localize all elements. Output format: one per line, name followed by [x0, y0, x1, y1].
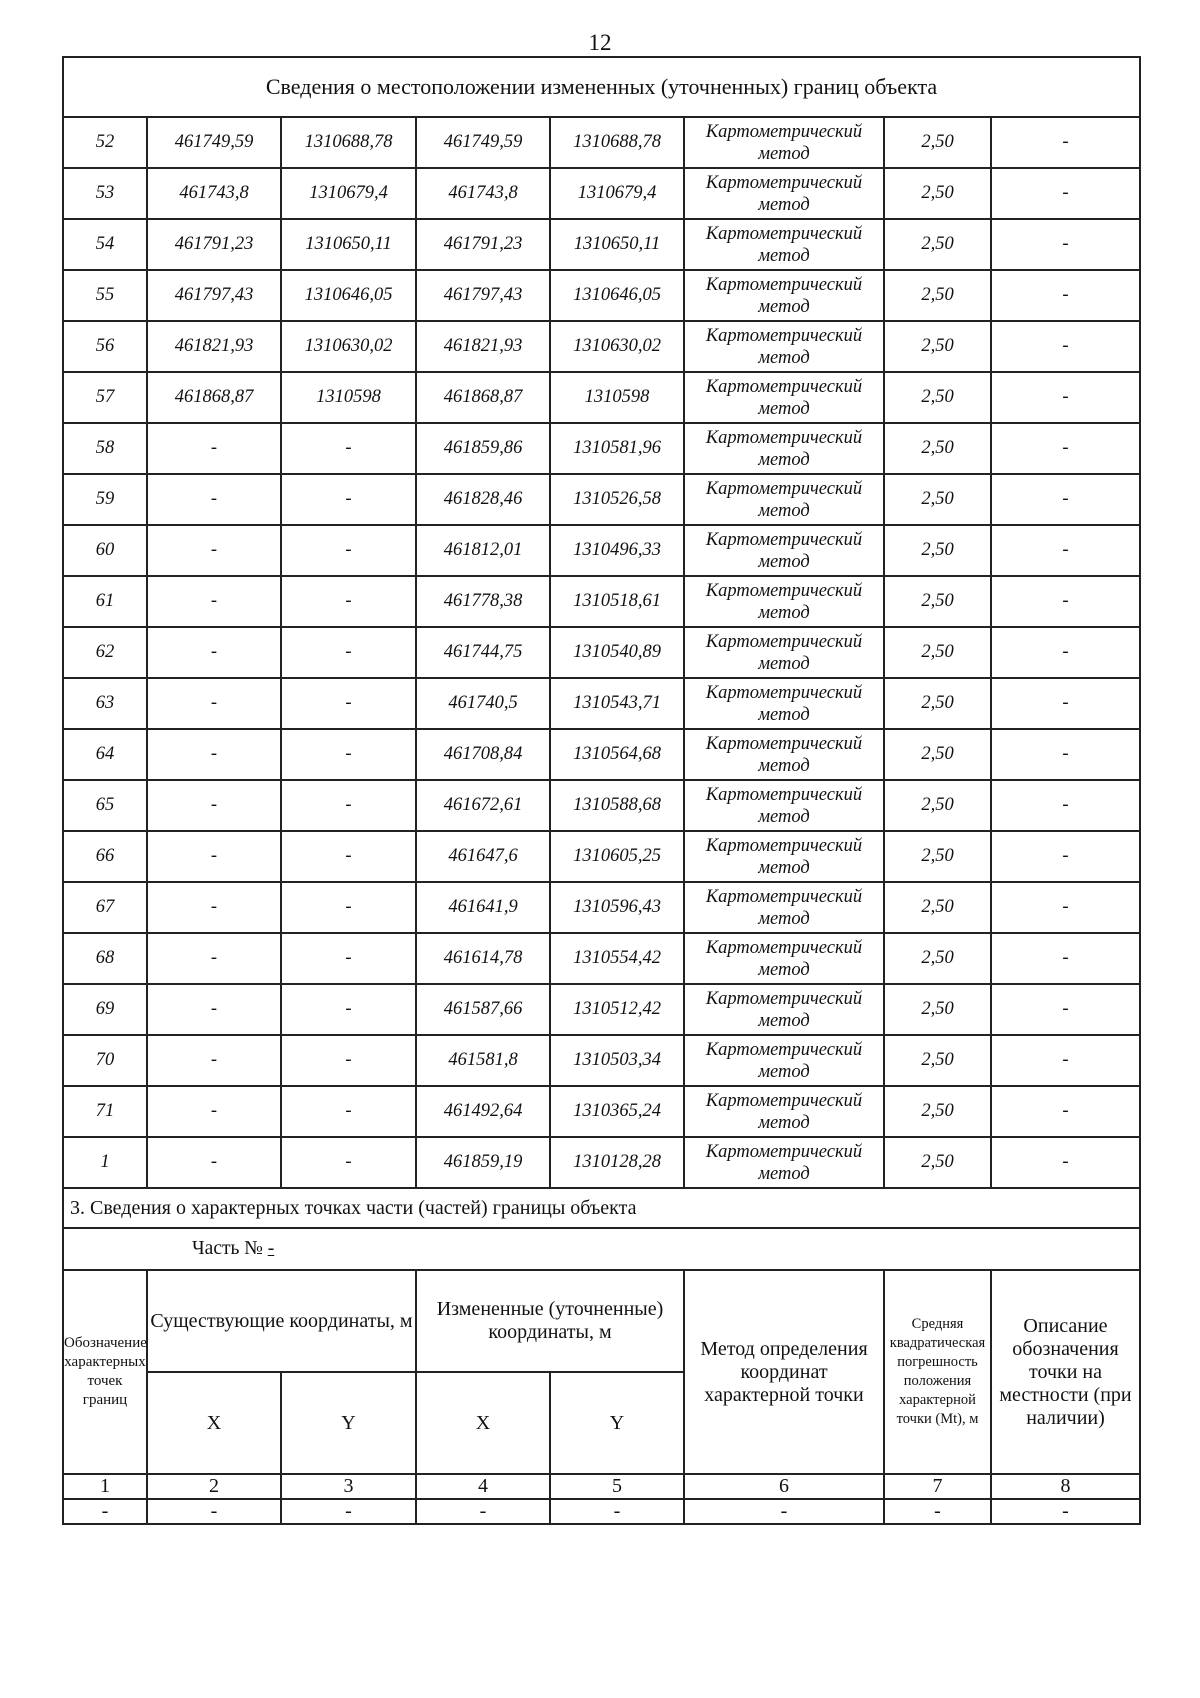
page-number: 12 [588, 30, 612, 55]
existing-x-cell: - [147, 423, 281, 474]
method-line1: Картометрический [705, 529, 863, 550]
changed-y-cell: 1310646,05 [550, 270, 684, 321]
method-line1: Картометрический [705, 682, 863, 703]
existing-x-cell: - [147, 1086, 281, 1137]
section-3-title: 3. Сведения о характерных точках части (частей) границы объекта [63, 1188, 1140, 1228]
existing-x-cell: - [147, 525, 281, 576]
existing-x-cell: 461749,59 [147, 117, 281, 168]
method-line1: Картометрический [705, 1090, 863, 1111]
point-number-cell: 54 [63, 219, 147, 270]
accuracy-cell: 2,50 [884, 474, 991, 525]
column-number: 8 [991, 1474, 1140, 1499]
column-number: 7 [884, 1474, 991, 1499]
method-line2: метод [758, 755, 810, 776]
method-cell [684, 576, 884, 627]
point-number-cell: 53 [63, 168, 147, 219]
point-number-cell: 69 [63, 984, 147, 1035]
method-line2: метод [758, 653, 810, 674]
existing-x-cell: - [147, 678, 281, 729]
changed-x-cell: 461812,01 [416, 525, 550, 576]
method-line1: Картометрический [705, 1141, 863, 1162]
existing-y-cell: - [281, 525, 416, 576]
column-number: 2 [147, 1474, 281, 1499]
description-cell: - [991, 882, 1140, 933]
method-line2: метод [758, 1061, 810, 1082]
point-number-cell: 71 [63, 1086, 147, 1137]
changed-x-cell: 461859,19 [416, 1137, 550, 1188]
table-row [63, 627, 1140, 678]
method-cell [684, 321, 884, 372]
method-cell [684, 780, 884, 831]
changed-x-cell: 461744,75 [416, 627, 550, 678]
accuracy-cell: 2,50 [884, 219, 991, 270]
method-line2: метод [758, 857, 810, 878]
existing-x-cell: - [147, 933, 281, 984]
existing-y-cell: - [281, 627, 416, 678]
column-number: 3 [281, 1474, 416, 1499]
method-line2: метод [758, 1163, 810, 1184]
boundary-points-table [62, 56, 1141, 1525]
changed-x-cell: 461791,23 [416, 219, 550, 270]
method-cell [684, 270, 884, 321]
table-row [63, 117, 1140, 168]
description-cell: - [991, 1086, 1140, 1137]
description-cell: - [991, 678, 1140, 729]
accuracy-cell: 2,50 [884, 372, 991, 423]
table-row [63, 984, 1140, 1035]
table-row [63, 729, 1140, 780]
method-line1: Картометрический [705, 580, 863, 601]
method-line1: Картометрический [705, 274, 863, 295]
existing-y-cell: - [281, 474, 416, 525]
description-cell: - [991, 984, 1140, 1035]
accuracy-cell: 2,50 [884, 729, 991, 780]
method-cell [684, 984, 884, 1035]
existing-x-cell: 461743,8 [147, 168, 281, 219]
accuracy-cell: 2,50 [884, 525, 991, 576]
method-line2: метод [758, 245, 810, 266]
accuracy-cell: 2,50 [884, 882, 991, 933]
existing-x-cell: 461821,93 [147, 321, 281, 372]
existing-y-cell: - [281, 423, 416, 474]
method-line1: Картометрический [705, 427, 863, 448]
description-cell: - [991, 831, 1140, 882]
method-cell [684, 168, 884, 219]
table-row [63, 1035, 1140, 1086]
changed-x-cell: 461859,86 [416, 423, 550, 474]
accuracy-cell: 2,50 [884, 678, 991, 729]
changed-x-cell: 461581,8 [416, 1035, 550, 1086]
existing-x-cell: - [147, 576, 281, 627]
table-row [63, 525, 1140, 576]
existing-y-cell: 1310630,02 [281, 321, 416, 372]
method-line2: метод [758, 1010, 810, 1031]
accuracy-cell: 2,50 [884, 270, 991, 321]
method-line1: Картометрический [705, 733, 863, 754]
table-row [63, 219, 1140, 270]
point-number-cell: 58 [63, 423, 147, 474]
changed-y-cell: 1310598 [550, 372, 684, 423]
accuracy-cell: 2,50 [884, 984, 991, 1035]
description-cell: - [991, 627, 1140, 678]
existing-y-cell: - [281, 933, 416, 984]
method-cell [684, 627, 884, 678]
changed-x-cell: 461614,78 [416, 933, 550, 984]
point-number-cell: 68 [63, 933, 147, 984]
changed-y-cell: 1310596,43 [550, 882, 684, 933]
empty-cell: - [416, 1499, 550, 1524]
changed-y-cell: 1310688,78 [550, 117, 684, 168]
part-label: Часть № [192, 1238, 268, 1259]
method-line1: Картометрический [705, 886, 863, 907]
method-line1: Картометрический [705, 223, 863, 244]
existing-y-cell: 1310688,78 [281, 117, 416, 168]
existing-x-cell: - [147, 882, 281, 933]
method-cell [684, 831, 884, 882]
table-row [63, 168, 1140, 219]
existing-x-cell: - [147, 627, 281, 678]
part-value: - [267, 1238, 275, 1259]
method-line1: Картометрический [705, 784, 863, 805]
point-number-cell: 56 [63, 321, 147, 372]
method-cell [684, 372, 884, 423]
method-line1: Картометрический [705, 937, 863, 958]
table-row [63, 1086, 1140, 1137]
method-line2: метод [758, 1112, 810, 1133]
accuracy-cell: 2,50 [884, 780, 991, 831]
point-number-cell: 64 [63, 729, 147, 780]
changed-y-cell: 1310365,24 [550, 1086, 684, 1137]
method-line2: метод [758, 959, 810, 980]
part-row [63, 1228, 1140, 1270]
changed-x-cell: 461740,5 [416, 678, 550, 729]
existing-y-cell: - [281, 1137, 416, 1188]
changed-y-cell: 1310588,68 [550, 780, 684, 831]
changed-y-cell: 1310581,96 [550, 423, 684, 474]
method-line2: метод [758, 347, 810, 368]
description-cell: - [991, 576, 1140, 627]
changed-x-cell: 461641,9 [416, 882, 550, 933]
point-number-cell: 63 [63, 678, 147, 729]
changed-y-cell: 1310554,42 [550, 933, 684, 984]
existing-y-cell: - [281, 576, 416, 627]
changed-y-cell: 1310518,61 [550, 576, 684, 627]
changed-x-cell: 461821,93 [416, 321, 550, 372]
accuracy-cell: 2,50 [884, 321, 991, 372]
accuracy-cell: 2,50 [884, 831, 991, 882]
table-row [63, 678, 1140, 729]
description-cell: - [991, 219, 1140, 270]
description-cell: - [991, 321, 1140, 372]
description-cell: - [991, 933, 1140, 984]
header-changed-y: Y [550, 1372, 684, 1474]
changed-y-cell: 1310679,4 [550, 168, 684, 219]
accuracy-cell: 2,50 [884, 627, 991, 678]
table-row [63, 372, 1140, 423]
changed-y-cell: 1310540,89 [550, 627, 684, 678]
existing-y-cell: - [281, 882, 416, 933]
column-numbers-row [63, 1474, 1140, 1499]
existing-x-cell: 461797,43 [147, 270, 281, 321]
method-cell [684, 1086, 884, 1137]
existing-x-cell: - [147, 984, 281, 1035]
changed-y-cell: 1310128,28 [550, 1137, 684, 1188]
empty-cell: - [281, 1499, 416, 1524]
existing-x-cell: - [147, 729, 281, 780]
table-row [63, 423, 1140, 474]
column-number: 1 [63, 1474, 147, 1499]
method-line2: метод [758, 551, 810, 572]
changed-y-cell: 1310526,58 [550, 474, 684, 525]
description-cell: - [991, 1137, 1140, 1188]
method-line2: метод [758, 449, 810, 470]
method-cell [684, 474, 884, 525]
table-title: Сведения о местоположении измененных (уточненных) границ объекта [63, 57, 1140, 117]
method-cell [684, 423, 884, 474]
empty-cell: - [147, 1499, 281, 1524]
description-cell: - [991, 1035, 1140, 1086]
description-cell: - [991, 474, 1140, 525]
header-changed-x: X [416, 1372, 550, 1474]
method-cell [684, 1035, 884, 1086]
changed-x-cell: 461672,61 [416, 780, 550, 831]
changed-x-cell: 461778,38 [416, 576, 550, 627]
changed-x-cell: 461708,84 [416, 729, 550, 780]
point-number-cell: 66 [63, 831, 147, 882]
method-cell [684, 117, 884, 168]
table-row [63, 576, 1140, 627]
method-line2: метод [758, 806, 810, 827]
existing-y-cell: 1310679,4 [281, 168, 416, 219]
accuracy-cell: 2,50 [884, 1086, 991, 1137]
header-description: Описание обозначения точки на местности (при наличии) [991, 1270, 1140, 1474]
existing-y-cell: - [281, 831, 416, 882]
existing-y-cell: - [281, 1035, 416, 1086]
changed-y-cell: 1310630,02 [550, 321, 684, 372]
method-cell [684, 219, 884, 270]
changed-x-cell: 461492,64 [416, 1086, 550, 1137]
existing-x-cell: 461868,87 [147, 372, 281, 423]
method-line1: Картометрический [705, 835, 863, 856]
method-line2: метод [758, 194, 810, 215]
table-row [63, 882, 1140, 933]
table-row [63, 270, 1140, 321]
accuracy-cell: 2,50 [884, 933, 991, 984]
method-line2: метод [758, 143, 810, 164]
description-cell: - [991, 117, 1140, 168]
point-number-cell: 61 [63, 576, 147, 627]
empty-cell: - [991, 1499, 1140, 1524]
table-row [63, 321, 1140, 372]
changed-y-cell: 1310503,34 [550, 1035, 684, 1086]
point-number-cell: 57 [63, 372, 147, 423]
changed-y-cell: 1310496,33 [550, 525, 684, 576]
description-cell: - [991, 780, 1140, 831]
table-row [63, 1499, 1140, 1524]
existing-x-cell: - [147, 474, 281, 525]
description-cell: - [991, 423, 1140, 474]
method-line2: метод [758, 704, 810, 725]
description-cell: - [991, 525, 1140, 576]
changed-x-cell: 461587,66 [416, 984, 550, 1035]
point-number-cell: 1 [63, 1137, 147, 1188]
method-cell [684, 525, 884, 576]
existing-y-cell: - [281, 1086, 416, 1137]
point-number-cell: 65 [63, 780, 147, 831]
empty-cell: - [884, 1499, 991, 1524]
table-row [63, 1137, 1140, 1188]
existing-x-cell: 461791,23 [147, 219, 281, 270]
point-number-cell: 67 [63, 882, 147, 933]
existing-x-cell: - [147, 831, 281, 882]
accuracy-cell: 2,50 [884, 117, 991, 168]
empty-cell: - [684, 1499, 884, 1524]
accuracy-cell: 2,50 [884, 576, 991, 627]
description-cell: - [991, 270, 1140, 321]
changed-x-cell: 461797,43 [416, 270, 550, 321]
existing-x-cell: - [147, 1137, 281, 1188]
existing-y-cell: - [281, 729, 416, 780]
header-existing-coords: Существующие координаты, м [147, 1270, 416, 1372]
column-number: 6 [684, 1474, 884, 1499]
method-line2: метод [758, 908, 810, 929]
point-number-cell: 60 [63, 525, 147, 576]
method-cell [684, 1137, 884, 1188]
existing-y-cell: - [281, 780, 416, 831]
method-line1: Картометрический [705, 478, 863, 499]
changed-x-cell: 461868,87 [416, 372, 550, 423]
accuracy-cell: 2,50 [884, 1137, 991, 1188]
method-line2: метод [758, 296, 810, 317]
method-cell [684, 729, 884, 780]
method-line1: Картометрический [705, 325, 863, 346]
existing-y-cell: - [281, 984, 416, 1035]
empty-cell: - [63, 1499, 147, 1524]
header-existing-x: X [147, 1372, 281, 1474]
existing-x-cell: - [147, 1035, 281, 1086]
method-line1: Картометрический [705, 121, 863, 142]
description-cell: - [991, 372, 1140, 423]
table-row [63, 780, 1140, 831]
point-number-cell: 62 [63, 627, 147, 678]
method-line1: Картометрический [705, 1039, 863, 1060]
column-number: 5 [550, 1474, 684, 1499]
changed-y-cell: 1310564,68 [550, 729, 684, 780]
header-existing-y: Y [281, 1372, 416, 1474]
changed-x-cell: 461647,6 [416, 831, 550, 882]
method-line1: Картометрический [705, 988, 863, 1009]
table-row [63, 831, 1140, 882]
changed-y-cell: 1310605,25 [550, 831, 684, 882]
existing-y-cell: - [281, 678, 416, 729]
method-line2: метод [758, 602, 810, 623]
accuracy-cell: 2,50 [884, 1035, 991, 1086]
changed-y-cell: 1310512,42 [550, 984, 684, 1035]
existing-y-cell: 1310650,11 [281, 219, 416, 270]
header-method: Метод определения координат характерной точки [684, 1270, 884, 1474]
point-number-cell: 59 [63, 474, 147, 525]
method-line1: Картометрический [705, 376, 863, 397]
table-row [63, 474, 1140, 525]
method-cell [684, 933, 884, 984]
method-line1: Картометрический [705, 631, 863, 652]
point-number-cell: 52 [63, 117, 147, 168]
point-number-cell: 70 [63, 1035, 147, 1086]
description-cell: - [991, 168, 1140, 219]
method-line1: Картометрический [705, 172, 863, 193]
accuracy-cell: 2,50 [884, 168, 991, 219]
method-cell [684, 882, 884, 933]
method-line2: метод [758, 500, 810, 521]
changed-y-cell: 1310543,71 [550, 678, 684, 729]
table-row [63, 933, 1140, 984]
header-accuracy: Средняя квадратическая погрешность положения характерной точки (Mt), м [884, 1270, 991, 1474]
header-point-designation: Обозначение характерных точек границ [63, 1270, 147, 1474]
changed-x-cell: 461749,59 [416, 117, 550, 168]
empty-cell: - [550, 1499, 684, 1524]
existing-x-cell: - [147, 780, 281, 831]
column-number: 4 [416, 1474, 550, 1499]
changed-y-cell: 1310650,11 [550, 219, 684, 270]
description-cell: - [991, 729, 1140, 780]
method-line2: метод [758, 398, 810, 419]
existing-y-cell: 1310646,05 [281, 270, 416, 321]
method-cell [684, 678, 884, 729]
point-number-cell: 55 [63, 270, 147, 321]
changed-x-cell: 461743,8 [416, 168, 550, 219]
header-changed-coords: Измененные (уточненные) координаты, м [416, 1270, 684, 1372]
accuracy-cell: 2,50 [884, 423, 991, 474]
changed-x-cell: 461828,46 [416, 474, 550, 525]
existing-y-cell: 1310598 [281, 372, 416, 423]
